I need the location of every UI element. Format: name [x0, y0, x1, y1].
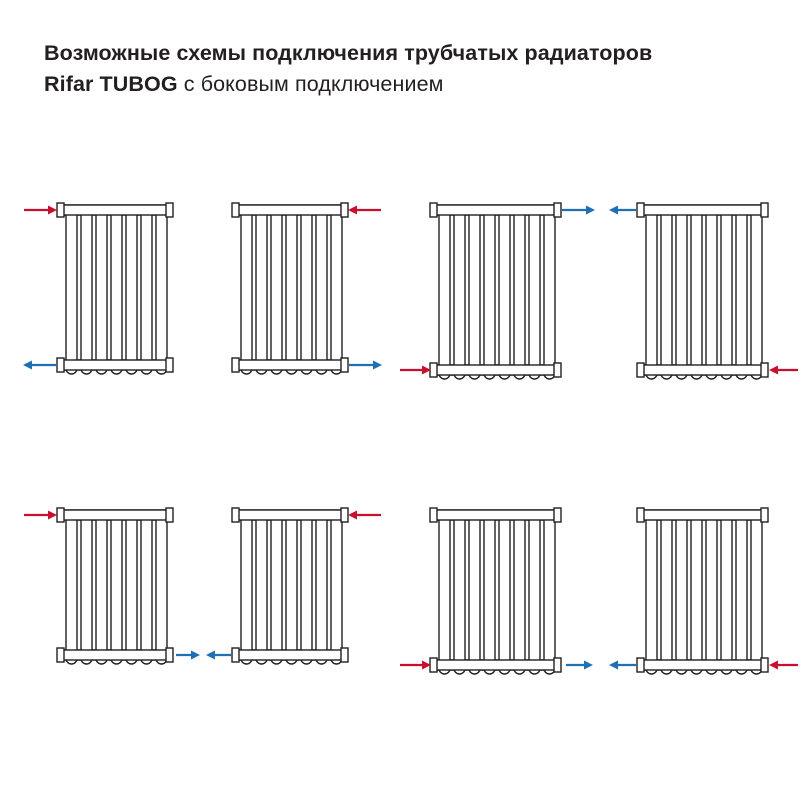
return-arrow: [349, 361, 382, 370]
supply-arrow: [400, 661, 431, 670]
scheme-5: [10, 495, 200, 695]
supply-arrow: [348, 511, 381, 520]
supply-arrow: [769, 366, 798, 375]
scheme-4-drawing: [600, 190, 800, 400]
radiator-5: [57, 508, 173, 664]
brand-name: Rifar TUBOG: [44, 72, 178, 96]
radiator-8: [637, 508, 768, 674]
scheme-5-drawing: [10, 495, 200, 695]
return-arrow: [566, 661, 593, 670]
title-line-1: Возможные схемы подключения трубчатых радиаторов: [44, 41, 653, 65]
supply-arrow: [348, 206, 381, 215]
supply-arrow: [24, 206, 57, 215]
return-arrow: [206, 651, 231, 660]
supply-arrow: [24, 511, 57, 520]
return-arrow: [176, 651, 200, 660]
title-line-2: [44, 69, 744, 100]
scheme-7-drawing: [400, 495, 600, 705]
scheme-3: [400, 190, 600, 400]
radiator-2: [232, 203, 348, 374]
supply-arrow: [400, 366, 431, 375]
scheme-1-drawing: [10, 190, 200, 390]
radiator-7: [430, 508, 561, 674]
radiator-1: [57, 203, 173, 374]
page-title: [44, 38, 744, 100]
scheme-4: [600, 190, 800, 400]
scheme-8: [600, 495, 800, 705]
return-arrow: [609, 206, 636, 215]
return-arrow: [609, 661, 636, 670]
scheme-7: [400, 495, 600, 705]
title-line-2-rest: с боковым подключением: [177, 72, 444, 96]
scheme-2: [205, 190, 395, 390]
scheme-6: [205, 495, 395, 695]
return-arrow: [562, 206, 595, 215]
radiator-3: [430, 203, 561, 379]
scheme-8-drawing: [600, 495, 800, 705]
scheme-2-drawing: [205, 190, 395, 390]
scheme-1: [10, 190, 200, 390]
scheme-6-drawing: [205, 495, 395, 695]
radiator-4: [637, 203, 768, 379]
supply-arrow: [769, 661, 798, 670]
return-arrow: [23, 361, 56, 370]
scheme-3-drawing: [400, 190, 600, 400]
radiator-6: [232, 508, 348, 664]
